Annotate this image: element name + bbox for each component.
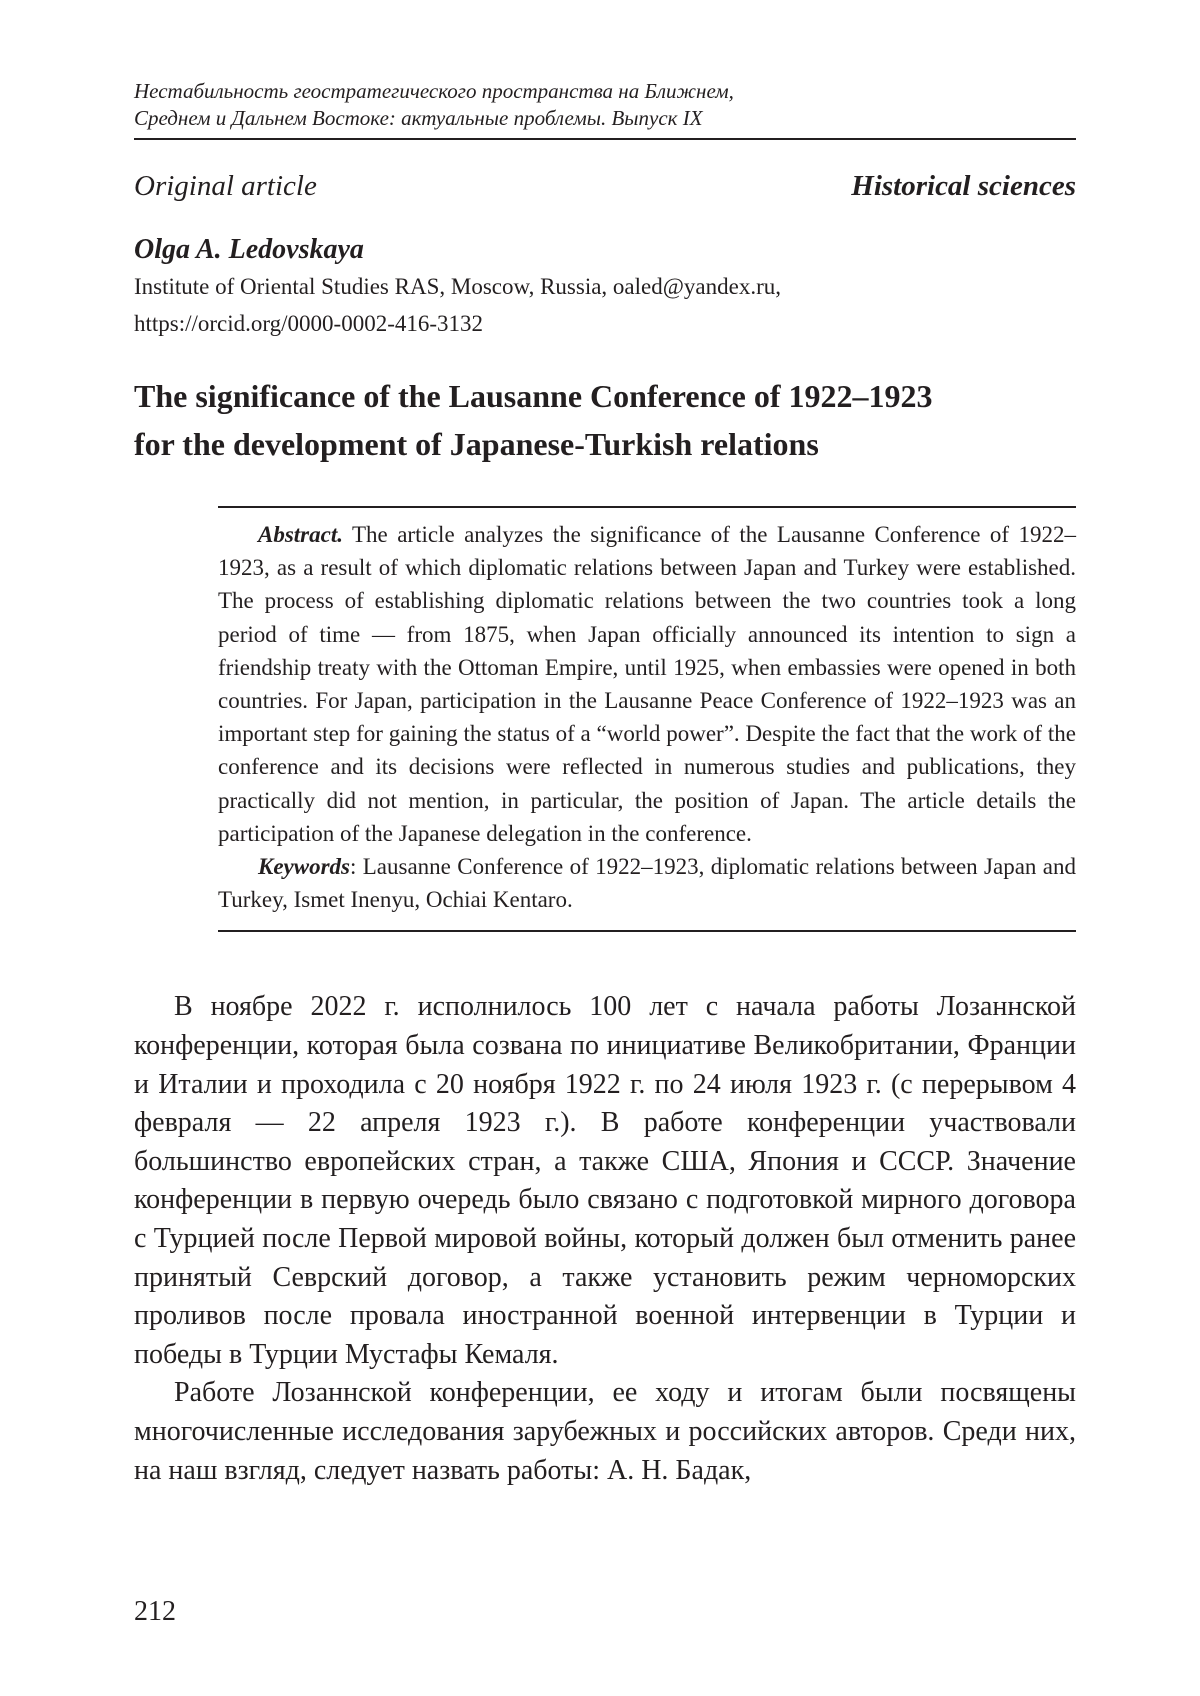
abstract-label: Abstract. xyxy=(258,522,343,547)
author-affiliation: Institute of Oriental Studies RAS, Moscow, Russia, oaled@yandex.ru, xyxy=(134,268,1076,305)
body-paragraph-1: В ноябре 2022 г. исполнилось 100 лет с начала работы Лозаннской конференции, которая была созвана по инициативе Великобритании, Франции и Италии и проходила с 20 ноября 1922 г. по 24 июля 1923 г. (с перерывом 4 февраля — 22 апреля 1923 г.). В работе конференции участвовали большинство европейских стран, а также США, Япония и СССР. Значение конференции в первую очередь было связано с подготовкой мирного договора с Турцией после Первой мировой войны, который должен был отменить ранее принятый Севрский договор, а также установить режим черноморских проливов после провала иностранной военной интервенции в Турции и победы в Турции Мустафы Кемаля. xyxy=(134,988,1076,1374)
article-field: Historical sciences xyxy=(851,168,1076,204)
running-head xyxy=(134,78,1076,140)
abstract-text: The article analyzes the significance of the Lausanne Conference of 1922–1923, as a result of which diplomatic relations between Japan and Turkey were established. The process of establishing diplomatic relations between the two countries took a long period of time — from 1875, when Japan officially announced its intention to sign a friendship treaty with the Ottoman Empire, until 1925, when embassies were opened in both countries. For Japan, participation in the Lausanne Peace Conference of 1922–1923 was an important step for gaining the status of a “world power”. Despite the fact that the work of the conference and its decisions were reflected in numerous studies and publications, they practically did not mention, in particular, the position of Japan. The article details the participation of the Japanese delegation in the conference. xyxy=(218,522,1076,846)
body-text xyxy=(134,988,1076,1490)
article-title xyxy=(134,372,1076,468)
page-number: 212 xyxy=(134,1596,176,1628)
article-title-line-1: The significance of the Lausanne Conference of 1922–1923 xyxy=(134,372,1076,420)
article-meta xyxy=(134,168,1076,204)
page xyxy=(134,78,1076,1490)
keywords-paragraph xyxy=(218,850,1076,916)
article-title-line-2: for the development of Japanese-Turkish relations xyxy=(134,420,1076,468)
running-head-line-2: Среднем и Дальнем Востоке: актуальные проблемы. Выпуск IX xyxy=(134,105,1076,132)
abstract-paragraph xyxy=(218,518,1076,850)
keywords-text: : Lausanne Conference of 1922–1923, diplomatic relations between Japan and Turkey, Ismet Inenyu, Ochiai Kentaro. xyxy=(218,854,1076,912)
author-name: Olga A. Ledovskaya xyxy=(134,232,1076,268)
abstract-box xyxy=(218,506,1076,932)
author-orcid: https://orcid.org/0000-0002-416-3132 xyxy=(134,305,1076,342)
keywords-label: Keywords xyxy=(258,854,350,879)
running-head-line-1: Нестабильность геостратегического пространства на Ближнем, xyxy=(134,78,1076,105)
body-paragraph-2: Работе Лозаннской конференции, ее ходу и итогам были посвящены многочисленные исследования зарубежных и российских авторов. Среди них, на наш взгляд, следует назвать работы: А. Н. Бадак, xyxy=(134,1374,1076,1490)
article-type: Original article xyxy=(134,168,317,204)
